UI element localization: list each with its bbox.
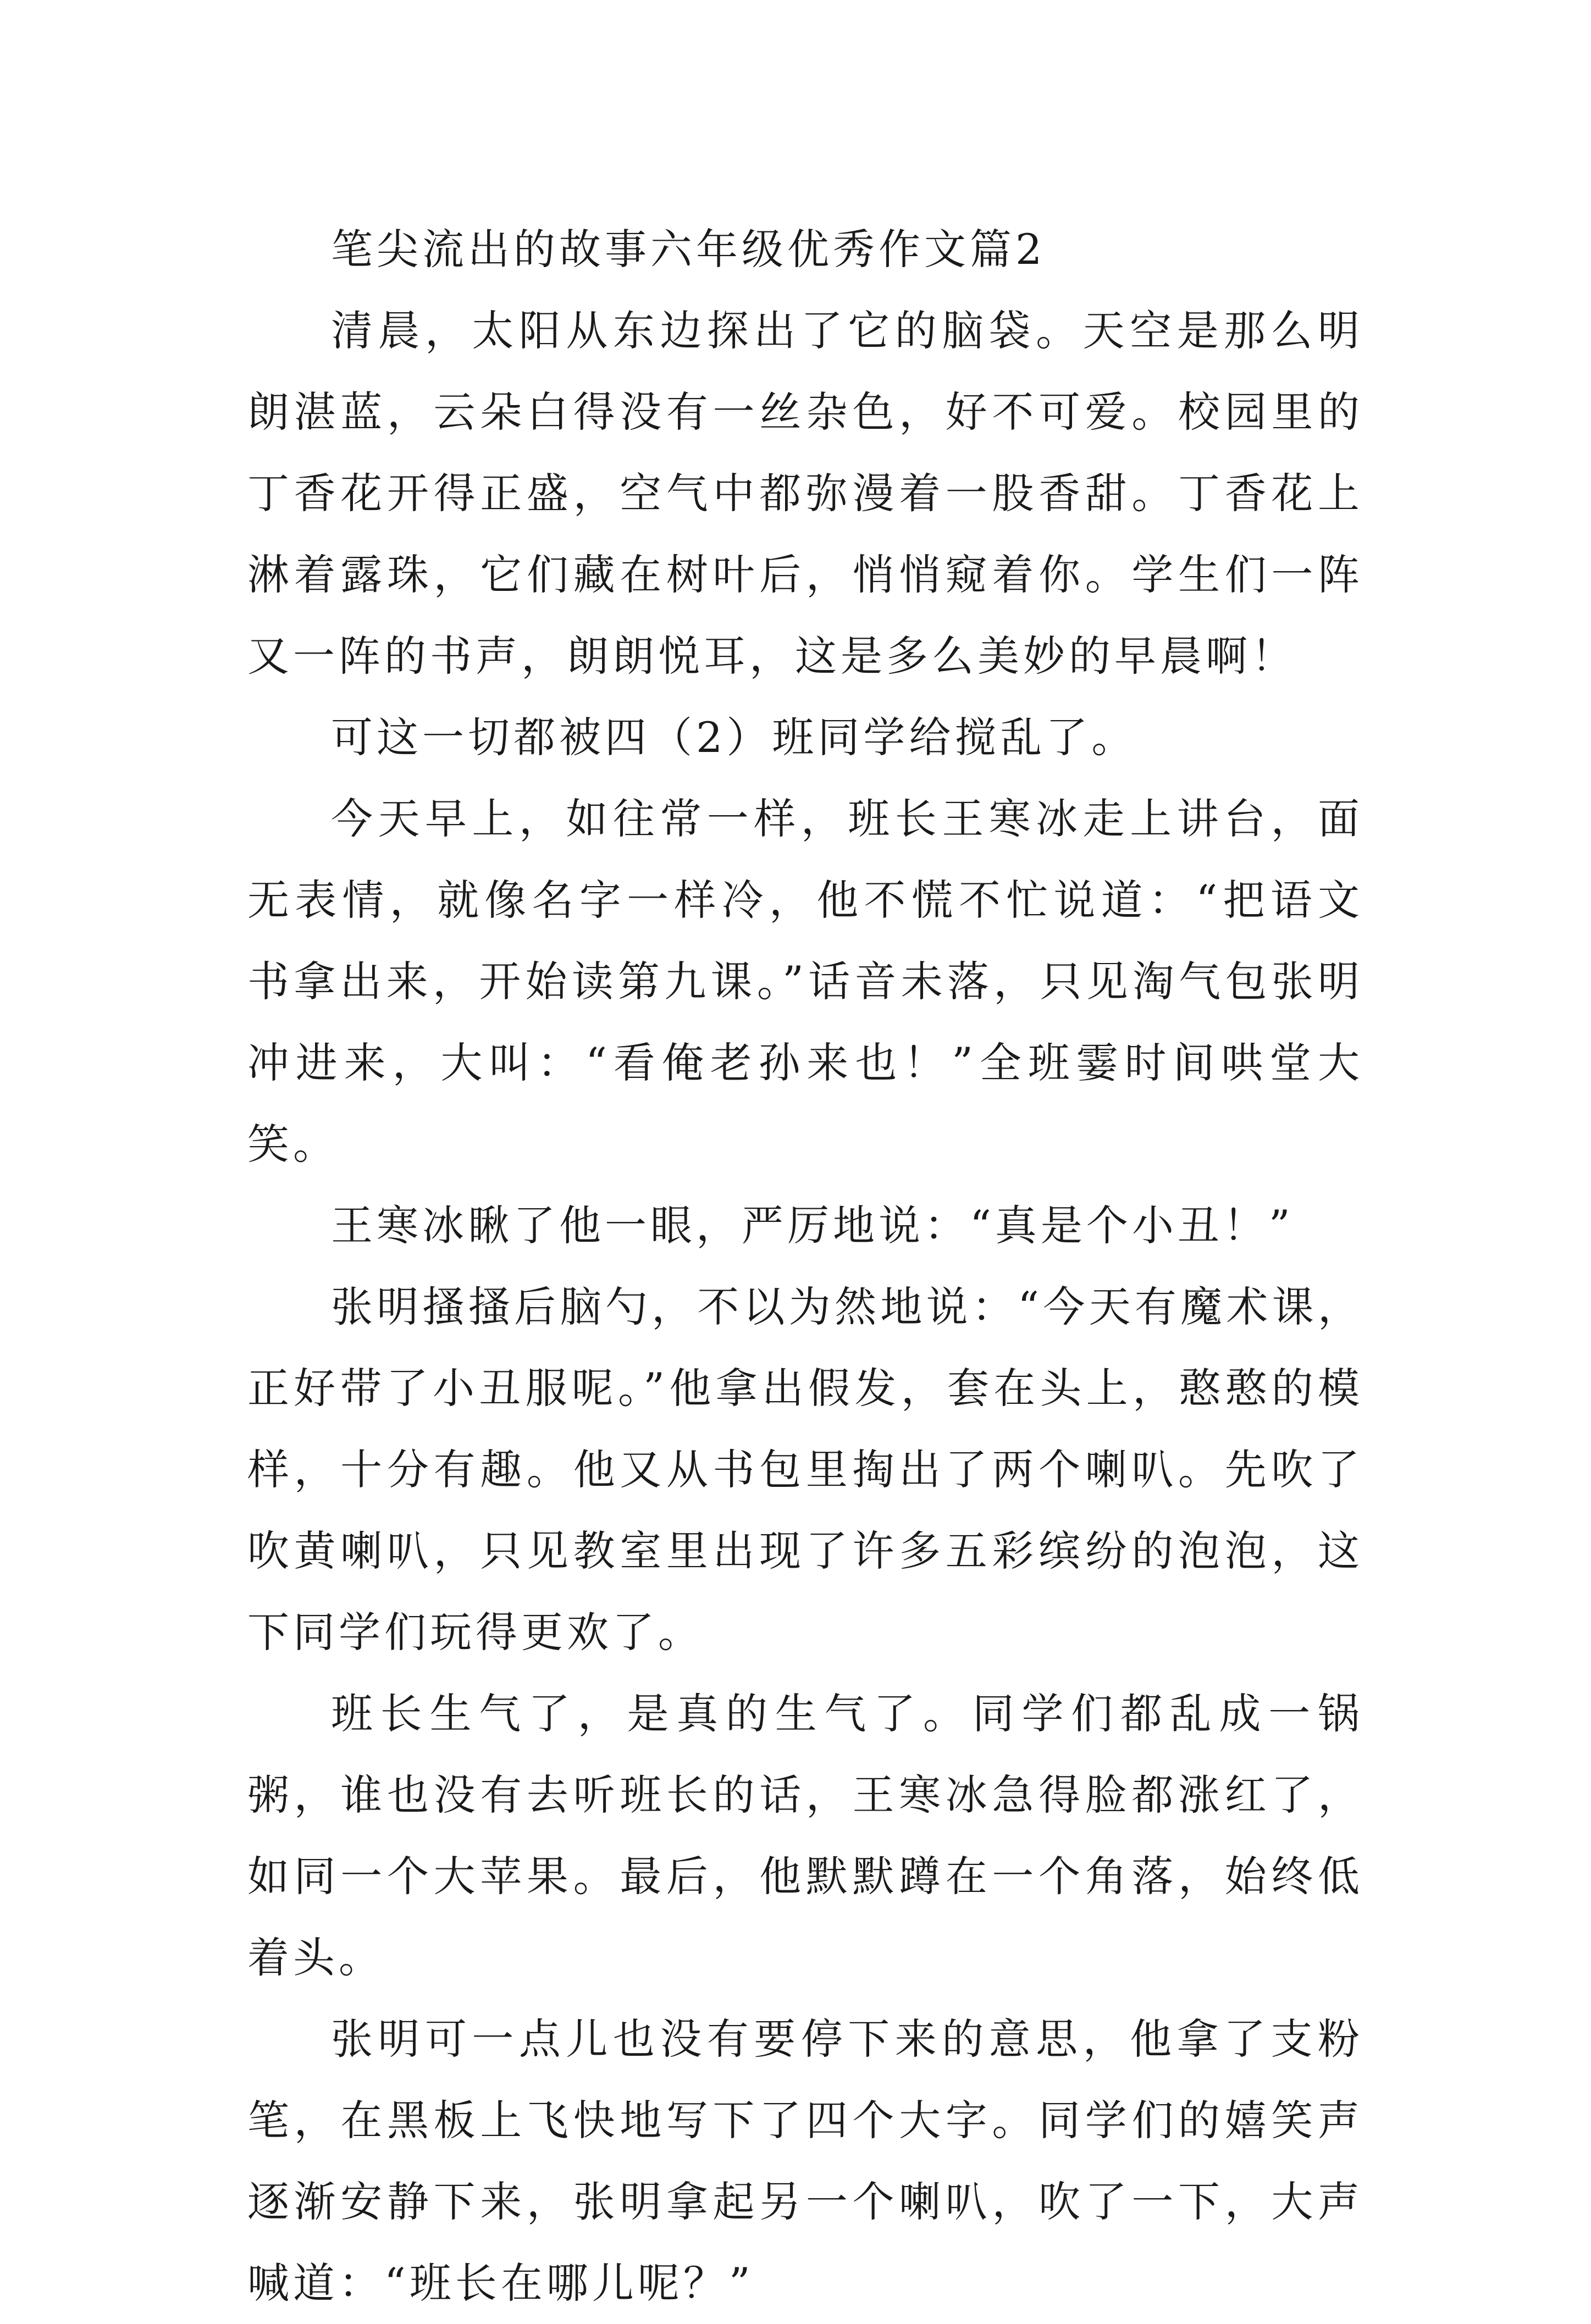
paragraph-3: 今天早上，如往常一样，班长王寒冰走上讲台，面无表情，就像名字一样冷，他不慌不忙说道：“把语文书拿出来，开始读第九课。”话音未落，只见淘气包张明冲进来，大叫：“看俺老孙来也！”全班霎时间哄堂大笑。 [247, 794, 1363, 1169]
paragraph-7: 张明可一点儿也没有要停下来的意思，他拿了支粉笔，在黑板上飞快地写下了四个大字。同学们的嬉笑声逐渐安静下来，张明拿起另一个喇叭，吹了一下，大声喊道：“班长在哪儿呢？” [247, 2015, 1363, 2308]
paragraph-2: 可这一切都被四（2）班同学给搅乱了。 [331, 713, 1137, 762]
paragraph-5: 张明搔搔后脑勺，不以为然地说：“今天有魔术课，正好带了小丑服呢。”他拿出假发，套在头上，憨憨的模样，十分有趣。他又从书包里掏出了两个喇叭。先吹了吹黄喇叭，只见教室里出现了许多五彩缤纷的泡泡，这下同学们玩得更欢了。 [247, 1282, 1363, 1657]
paragraph-1: 清晨，太阳从东边探出了它的脑袋。天空是那么明朗湛蓝，云朵白得没有一丝杂色，好不可爱。校园里的丁香花开得正盛，空气中都弥漫着一股香甜。丁香花上淋着露珠，它们藏在树叶后，悄悄窥着你。学生们一阵又一阵的书声，朗朗悦耳，这是多么美妙的早晨啊！ [247, 306, 1363, 680]
paragraph-6: 班长生气了，是真的生气了。同学们都乱成一锅粥，谁也没有去听班长的话，王寒冰急得脸都涨红了，如同一个大苹果。最后，他默默蹲在一个角落，始终低着头。 [247, 1689, 1363, 1982]
paragraph-4: 王寒冰瞅了他一眼，严厉地说：“真是个小丑！” [331, 1201, 1294, 1250]
document-body [247, 209, 1363, 2324]
document-title: 笔尖流出的故事六年级优秀作文篇2 [331, 225, 1046, 274]
